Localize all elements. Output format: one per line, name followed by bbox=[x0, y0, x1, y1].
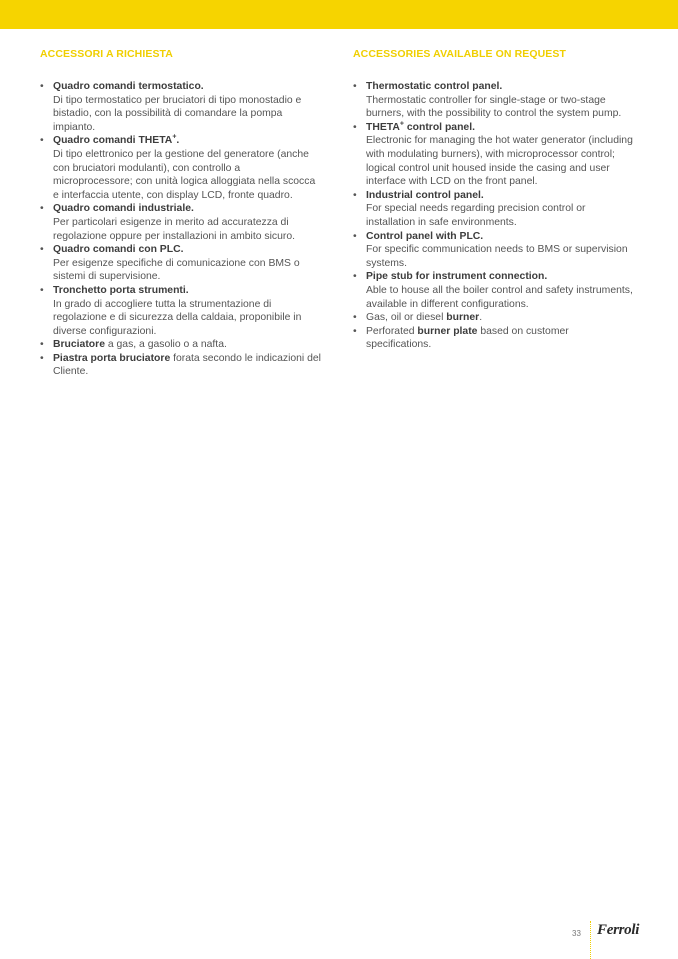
item-description: Thermostatic controller for single-stage or two-stage burners, with the possibility to control the system pump. bbox=[366, 94, 622, 120]
italian-column bbox=[40, 48, 322, 379]
item-rest: forata secondo le indicazioni del Cliente. bbox=[53, 352, 321, 378]
item-title: Quadro comandi con PLC. bbox=[53, 244, 184, 256]
item-pre: Perforated bbox=[366, 325, 418, 337]
item-description: Di tipo termostatico per bruciatori di tipo monostadio e bistadio, con la possibilità di comandare la pompa impianto. bbox=[53, 94, 302, 133]
item-title: Quadro comandi termostatico. bbox=[53, 81, 204, 92]
item-rest: a gas, a gasolio o a nafta. bbox=[104, 339, 227, 351]
item-title: Control panel with PLC. bbox=[366, 230, 484, 242]
list-item bbox=[40, 134, 322, 202]
item-title: Piastra porta bruciatore bbox=[53, 352, 171, 364]
list-item bbox=[40, 284, 322, 338]
list-item bbox=[353, 325, 635, 352]
item-title: Pipe stub for instrument connection. bbox=[366, 271, 548, 283]
page-footer bbox=[560, 921, 640, 947]
list-item bbox=[353, 121, 635, 189]
list-item bbox=[40, 202, 322, 243]
item-pre: Gas, oil or diesel bbox=[366, 312, 447, 324]
item-rest: based on customer specifications. bbox=[366, 325, 569, 351]
list-item bbox=[40, 243, 322, 284]
list-item bbox=[353, 189, 635, 230]
italian-accessories-list bbox=[40, 80, 322, 379]
ferroli-logo: Ferroli bbox=[597, 922, 640, 938]
list-item bbox=[353, 270, 635, 311]
item-title: THETA+ control panel. bbox=[366, 120, 475, 133]
item-title: Industrial control panel. bbox=[366, 189, 484, 201]
item-title: burner plate bbox=[417, 325, 478, 337]
top-color-band bbox=[0, 0, 678, 29]
item-description: Able to house all the boiler control and safety instruments, available in different configurations. bbox=[366, 284, 633, 310]
item-title: Tronchetto porta strumenti. bbox=[53, 284, 189, 296]
item-rest: . bbox=[479, 312, 483, 324]
item-description: Per esigenze specifiche di comunicazione con BMS o sistemi di supervisione. bbox=[53, 257, 300, 283]
list-item bbox=[353, 230, 635, 271]
item-title: burner bbox=[446, 312, 480, 324]
list-item bbox=[353, 311, 635, 325]
item-description: For special needs regarding precision control or installation in safe environments. bbox=[366, 203, 586, 228]
english-accessories-list bbox=[353, 80, 635, 352]
item-description: Electronic for managing the hot water generator (including with modulating burners), with microprocessor control; logical control unit housed inside the casing and user interface with LCD on the front panel. bbox=[366, 135, 633, 188]
english-heading: ACCESSORIES AVAILABLE ON REQUEST bbox=[353, 48, 567, 60]
page-number: 33 bbox=[572, 929, 581, 938]
item-title: Quadro comandi industriale. bbox=[53, 203, 194, 215]
list-item bbox=[40, 352, 322, 379]
item-title: Bruciatore bbox=[53, 339, 105, 351]
english-column bbox=[353, 48, 635, 352]
item-title: Quadro comandi THETA+. bbox=[53, 133, 180, 147]
list-item bbox=[40, 80, 322, 134]
item-description: Per particolari esigenze in merito ad accuratezza di regolazione oppure per installazioni in ambito sicuro. bbox=[53, 216, 296, 242]
item-description: In grado di accogliere tutta la strumentazione di regolazione e di sicurezza della caldaia, proponibile in diverse configurazioni. bbox=[53, 298, 302, 337]
list-item bbox=[40, 338, 322, 352]
item-title: Thermostatic control panel. bbox=[366, 81, 503, 92]
italian-heading: ACCESSORI A RICHIESTA bbox=[40, 48, 173, 60]
footer-divider bbox=[590, 921, 591, 959]
item-description: Di tipo elettronico per la gestione del generatore (anche con bruciatori modulanti), con controllo a microprocessore; con unità logica alloggiata nella scocca e interfaccia utente, con display LCD, fronte quadro. bbox=[53, 148, 316, 201]
item-description: For specific communication needs to BMS or supervision systems. bbox=[366, 244, 628, 269]
list-item bbox=[353, 80, 635, 121]
